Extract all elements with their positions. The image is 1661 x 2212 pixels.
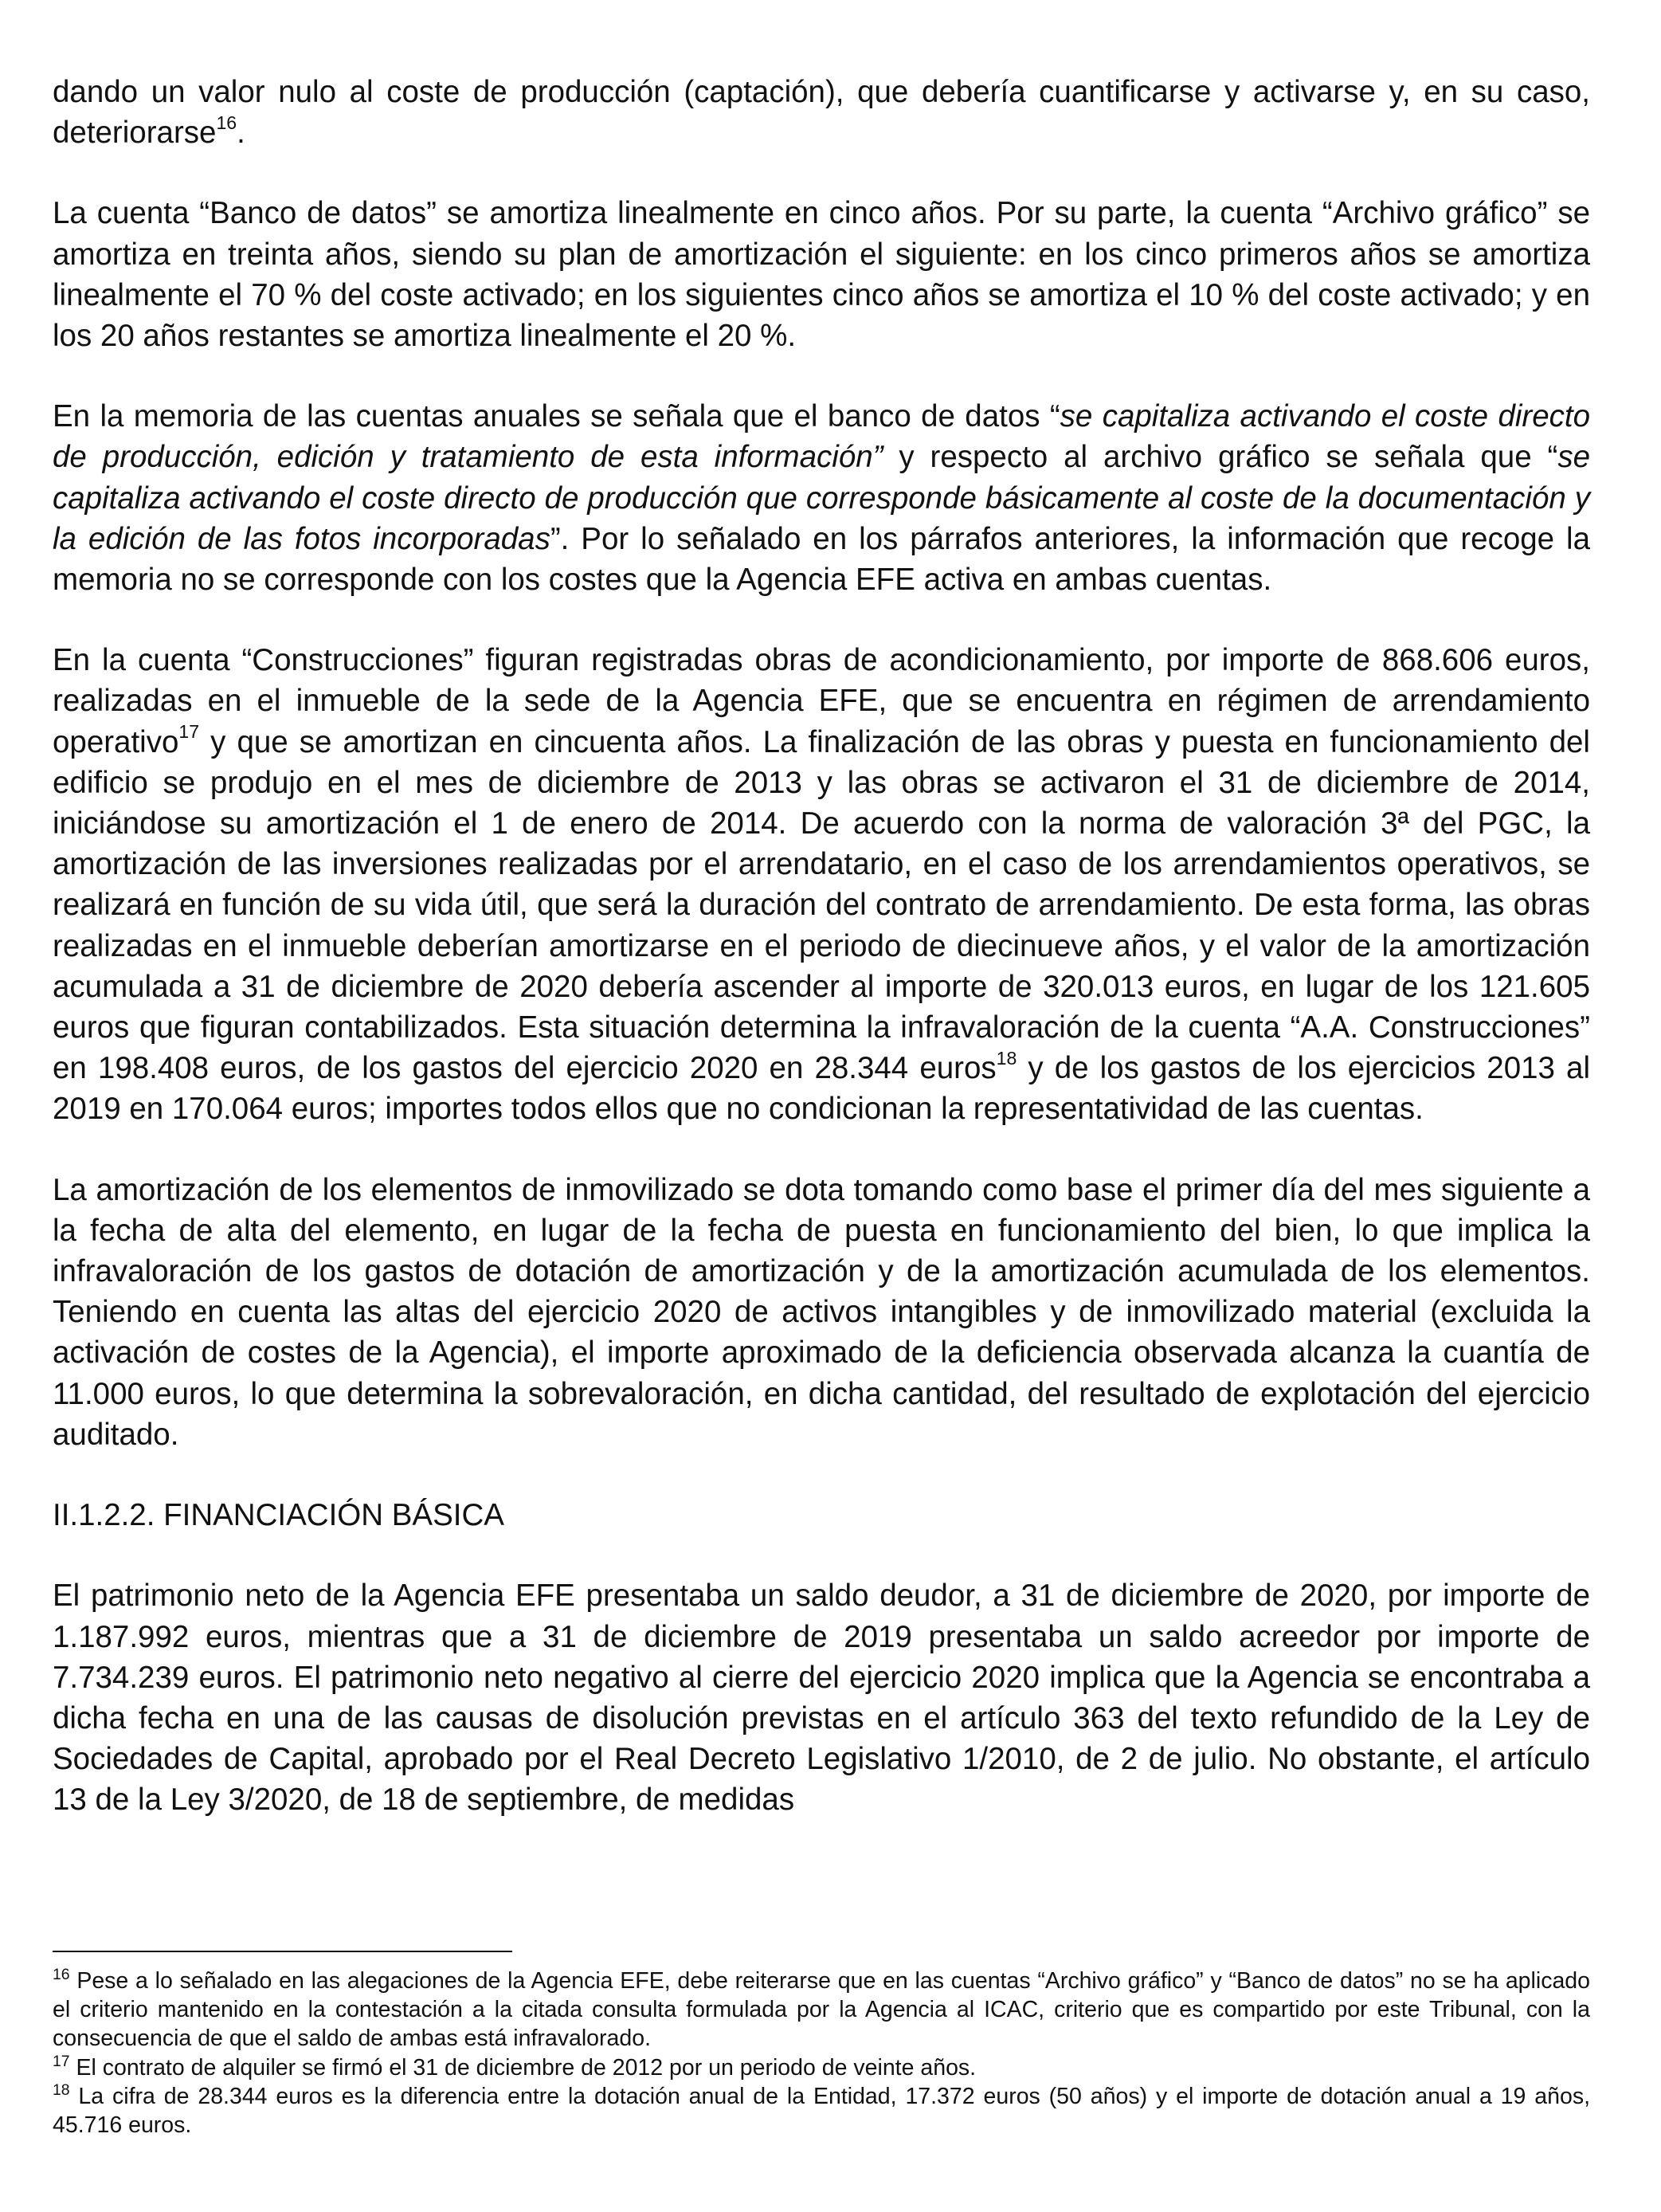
paragraph-1 (53, 72, 1590, 153)
footnote-text: El contrato de alquiler se firmó el 31 de diciembre de 2012 por un periodo de veinte años. (69, 2054, 977, 2081)
footnote-number: 18 (53, 2081, 70, 2100)
paragraph-4-part-b: y que se amortizan en cincuenta años. La finalización de las obras y puesta en funcionamiento del edificio se produjo en el mes de diciembre de 2013 y las obras se activaron el 31 de diciembre de 2014, iniciándose su amortización el 1 de enero de 2014. De acuerdo con la norma de valoración 3ª del PGC, la amortización de las inversiones realizadas por el arrendatario, en el caso de los arrendamientos operativos, se realizará en función de su vida útil, que será la duración del contrato de arrendamiento. De esta forma, las obras realizadas en el inmueble deberían amortizarse en el periodo de diecinueve años, y el valor de la amortización acumulada a 31 de diciembre de 2020 debería ascender al importe de 320.013 euros, en lugar de los 121.605 euros que figuran contabilizados. Esta situación determina la infravaloración de la cuenta “A.A. Construcciones” en 198.408 euros, de los gastos del ejercicio 2020 en 28.344 euros (53, 724, 1590, 1086)
paragraph-4-part-a: En la cuenta “Construcciones” figuran registradas obras de acondicionamiento, por importe de 868.606 euros, realizadas en el inmueble de la sede de la Agencia EFE, que se encuentra en régimen de arrendamiento operativo (53, 643, 1590, 759)
paragraph-3-part-a: En la memoria de las cuentas anuales se señala que el banco de datos “ (53, 399, 1060, 434)
footnotes (53, 1967, 1590, 2139)
footnote-18 (53, 2082, 1590, 2139)
footnote-16 (53, 1967, 1590, 2053)
footnote-text: Pese a lo señalado en las alegaciones de la Agencia EFE, debe reiterarse que en las cuentas “Archivo gráfico” y “Banco de datos” no se ha aplicado el criterio mantenido en la contestación a la citada consulta formulada por la Agencia al ICAC, criterio que es compartido por este Tribunal, con la consecuencia de que el saldo de ambas está infravalorado. (53, 1968, 1590, 2052)
paragraph-2: La cuenta “Banco de datos” se amortiza linealmente en cinco años. Por su parte, la cuenta “Archivo gráfico” se amortiza en treinta años, siendo su plan de amortización el siguiente: en los cinco primeros años se amortiza linealmente el 70 % del coste activado; en los siguientes cinco años se amortiza el 10 % del coste activado; y en los 20 años restantes se amortiza linealmente el 20 %. (53, 196, 1590, 354)
footnote-number: 17 (53, 2052, 70, 2070)
footnote-ref-18[interactable]: 18 (996, 1047, 1017, 1069)
footnote-number: 16 (53, 1966, 70, 1984)
footnote-divider (53, 1951, 512, 1952)
paragraph-4-part-c: y de los gastos de los ejercicios 2013 al 2019 en 170.064 euros; importes todos ellos que no condicionan la representatividad de las cuentas. (53, 1051, 1590, 1127)
paragraph-3-part-e: ”. Por lo señalado en los párrafos anteriores, la información que recoge la memoria no se corresponde con los costes que la Agencia EFE activa en ambas cuentas. (53, 521, 1590, 598)
paragraph-3-part-c: y respecto al archivo gráfico se señala que “ (883, 440, 1558, 475)
footnote-ref-16[interactable]: 16 (216, 112, 237, 133)
paragraph-1-text: dando un valor nulo al coste de producción (captación), que debería cuantificarse y activarse y, en su caso, deteriorarse (53, 75, 1590, 151)
paragraph-4 (53, 640, 1590, 1129)
section-heading: II.1.2.2. FINANCIACIÓN BÁSICA (53, 1498, 504, 1533)
paragraph-3-quote-1: se capitaliza activando el coste directo de producción, edición y tratamiento de esta información” (53, 399, 1590, 475)
paragraph-3-quote-2: se capitaliza activando el coste directo de producción que corresponde básicamente al coste de la documentación y la edición de las fotos incorporadas (53, 440, 1590, 556)
paragraph-6: El patrimonio neto de la Agencia EFE presentaba un saldo deudor, a 31 de diciembre de 2020, por importe de 1.187.992 euros, mientras que a 31 de diciembre de 2019 presentaba un saldo acreedor por importe de 7.734.239 euros. El patrimonio neto negativo al cierre del ejercicio 2020 implica que la Agencia se encontraba a dicha fecha en una de las causas de disolución previstas en el artículo 363 del texto refundido de la Ley de Sociedades de Capital, aprobado por el Real Decreto Legislativo 1/2010, de 2 de julio. No obstante, el artículo 13 de la Ley 3/2020, de 18 de septiembre, de medidas (53, 1579, 1590, 1818)
footnote-17 (53, 2053, 1590, 2082)
paragraph-3 (53, 396, 1590, 600)
paragraph-5: La amortización de los elementos de inmovilizado se dota tomando como base el primer día del mes siguiente a la fecha de alta del elemento, en lugar de la fecha de puesta en funcionamiento del bien, lo que implica la infravaloración de los gastos de dotación de amortización y de la amortización acumulada de los elementos. Teniendo en cuenta las altas del ejercicio 2020 de activos intangibles y de inmovilizado material (excluida la activación de costes de la Agencia), el importe aproximado de la deficiencia observada alcanza la cuantía de 11.000 euros, lo que determina la sobrevaloración, en dicha cantidad, del resultado de explotación del ejercicio auditado. (53, 1172, 1590, 1452)
footnote-ref-17[interactable]: 17 (178, 721, 200, 743)
document-page (53, 72, 1590, 1821)
paragraph-1-end: . (237, 116, 245, 151)
footnote-text: La cifra de 28.344 euros es la diferencia entre la dotación anual de la Entidad, 17.372 euros (50 años) y el importe de dotación anual a 19 años, 45.716 euros. (53, 2083, 1590, 2139)
